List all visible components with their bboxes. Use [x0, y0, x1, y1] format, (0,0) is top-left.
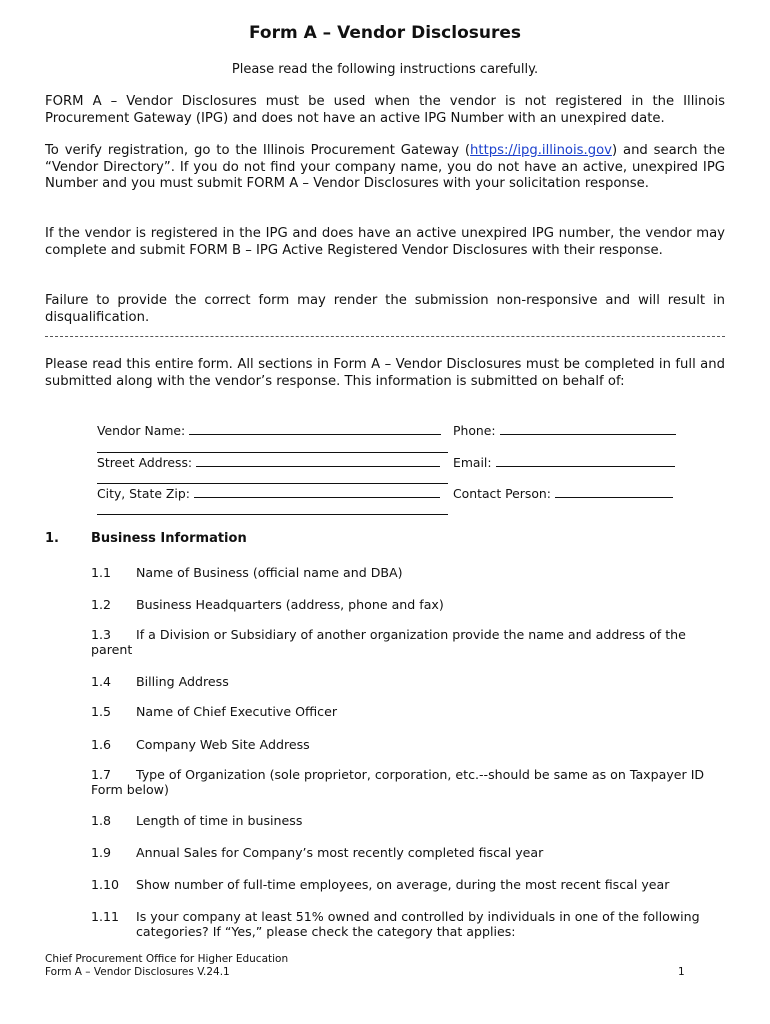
street-address-label: Street Address:	[97, 455, 193, 470]
footer-office: Chief Procurement Office for Higher Education	[45, 953, 289, 965]
contact-person-field[interactable]	[453, 485, 673, 501]
paragraph-verify-registration	[45, 143, 725, 193]
item-number: 1.11	[91, 909, 120, 924]
item-number: 1.1	[91, 565, 112, 580]
section-number: 1.	[45, 531, 59, 546]
page-title: Form A – Vendor Disclosures	[248, 23, 522, 43]
list-item	[91, 909, 706, 939]
list-item	[91, 813, 706, 828]
footer-form-version: Form A – Vendor Disclosures V.24.1	[45, 966, 230, 978]
instructions-heading: Please read the following instructions carefully.	[231, 62, 539, 77]
item-text: If a Division or Subsidiary of another organization provide the name and address of the parent	[91, 627, 686, 657]
list-item	[91, 845, 706, 860]
list-item	[91, 627, 706, 657]
item-number: 1.3	[91, 627, 112, 642]
item-number: 1.10	[91, 877, 120, 892]
item-text: Billing Address	[136, 674, 229, 689]
item-text: Type of Organization (sole proprietor, corporation, etc.--should be same as on Taxpayer ID Form below)	[91, 767, 705, 797]
list-item	[91, 565, 706, 580]
phone-label: Phone:	[453, 423, 496, 438]
list-item	[91, 704, 706, 719]
item-text: Is your company at least 51% owned and controlled by individuals in one of the following categories? If “Yes,” please check the category that applies:	[136, 909, 700, 939]
contact-person-label: Contact Person:	[453, 486, 551, 501]
city-continuation-line	[97, 514, 448, 515]
para2-before: To verify registration, go to the Illinois Procurement Gateway (	[45, 143, 471, 158]
vendor-name-field[interactable]	[97, 422, 441, 438]
item-number: 1.7	[91, 767, 112, 782]
street-address-continuation-line	[97, 483, 448, 484]
street-address-line[interactable]	[196, 454, 440, 467]
item-number: 1.8	[91, 813, 112, 828]
list-item	[91, 877, 706, 892]
street-address-field[interactable]	[97, 454, 440, 470]
email-field[interactable]	[453, 454, 675, 470]
vendor-name-continuation-line	[97, 452, 448, 453]
paragraph-form-b: If the vendor is registered in the IPG and does have an active unexpired IPG number, the vendor may complete and submit FORM B – IPG Active Registered Vendor Disclosures with their response.	[45, 226, 725, 258]
page-number: 1	[678, 966, 685, 978]
item-number: 1.4	[91, 674, 112, 689]
paragraph-complete-form: Please read this entire form. All sections in Form A – Vendor Disclosures must be completed in full and submitted along with the vendor’s response. This information is submitted on behalf of:	[45, 357, 725, 389]
city-state-zip-field[interactable]	[97, 485, 440, 501]
list-item	[91, 767, 706, 797]
item-text: Annual Sales for Company’s most recently completed fiscal year	[136, 845, 544, 860]
list-item	[91, 597, 706, 612]
item-number: 1.6	[91, 737, 112, 752]
para2-after: ) and search the “Vendor Directory”. If you do not find your company name, you do not have an active, unexpired IPG Number and you must submit FORM A – Vendor Disclosures with your solicitation response.	[45, 143, 725, 192]
email-line[interactable]	[496, 454, 675, 467]
ipg-link[interactable]: https://ipg.illinois.gov	[470, 143, 612, 158]
vendor-name-line[interactable]	[189, 422, 441, 435]
item-text: Business Headquarters (address, phone and fax)	[136, 597, 444, 612]
email-label: Email:	[453, 455, 492, 470]
section-title: Business Information	[91, 531, 247, 546]
city-state-zip-line[interactable]	[194, 485, 440, 498]
item-number: 1.5	[91, 704, 112, 719]
paragraph-form-a-usage: FORM A – Vendor Disclosures must be used when the vendor is not registered in the Illinois Procurement Gateway (IPG) and does not have an active IPG Number with an unexpired date.	[45, 94, 725, 126]
item-text: Show number of full-time employees, on average, during the most recent fiscal year	[136, 877, 670, 892]
item-text: Name of Business (official name and DBA)	[136, 565, 403, 580]
paragraph-failure-warning: Failure to provide the correct form may render the submission non-responsive and will result in disqualification.	[45, 293, 725, 325]
list-item	[91, 737, 706, 752]
item-text: Company Web Site Address	[136, 737, 310, 752]
dashed-divider	[45, 336, 725, 337]
phone-line[interactable]	[500, 422, 676, 435]
item-text: Name of Chief Executive Officer	[136, 704, 338, 719]
list-item	[91, 674, 706, 689]
item-number: 1.2	[91, 597, 112, 612]
item-number: 1.9	[91, 845, 112, 860]
phone-field[interactable]	[453, 422, 676, 438]
vendor-name-label: Vendor Name:	[97, 423, 186, 438]
contact-person-line[interactable]	[555, 485, 673, 498]
city-state-zip-label: City, State Zip:	[97, 486, 190, 501]
item-text: Length of time in business	[136, 813, 303, 828]
